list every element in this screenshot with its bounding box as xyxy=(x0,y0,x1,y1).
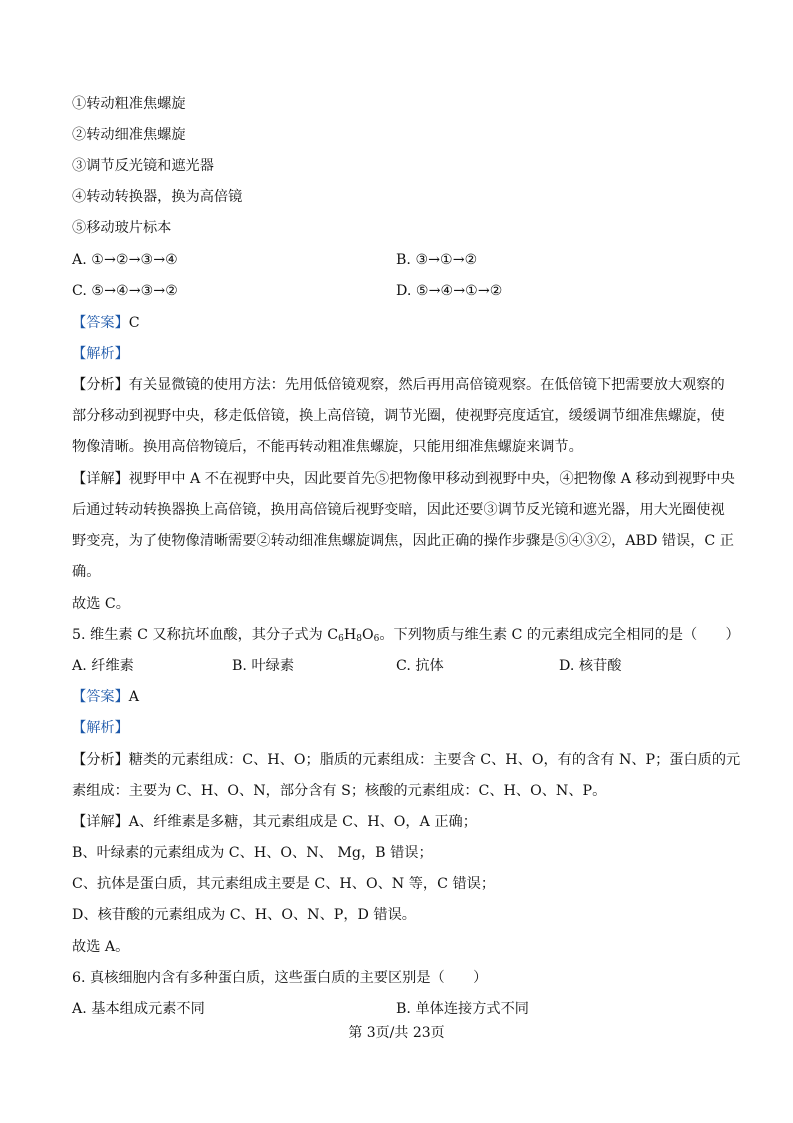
q4-option-c: C. ⑤→④→③→② xyxy=(72,283,178,299)
q5-option-d: D. 核苷酸 xyxy=(559,658,622,674)
q5-answer xyxy=(72,687,139,707)
q4-option-b: B. ③→①→② xyxy=(396,252,478,268)
q5-stem-after: 。下列物质与维生素 C 的元素组成完全相同的是（ ） xyxy=(379,627,740,643)
step-3: ③调节反光镜和遮光器 xyxy=(72,158,214,174)
q4-answer xyxy=(72,313,140,333)
xiangjie-text: 视野甲中 A 不在视野中央，因此要首先⑤把物像甲移动到视野中央，④把物像 A 移动到视野中央 xyxy=(128,471,735,487)
step-1: ①转动粗准焦螺旋 xyxy=(72,96,186,112)
q5-stem-before: 5. 维生素 C 又称抗坏血酸，其分子式为 C xyxy=(72,627,339,643)
page-footer: 第 3页/共 23页 xyxy=(348,1025,445,1041)
answer-tag: 【答案】 xyxy=(72,689,129,705)
q5-fenxi-line-2: 素组成：主要为 C、H、O、N，部分含有 S；核酸的元素组成：C、H、O、N、P。 xyxy=(72,783,607,799)
step-5: ⑤移动玻片标本 xyxy=(72,220,172,236)
step-2: ②转动细准焦螺旋 xyxy=(72,127,186,143)
fenxi-text: 有关显微镜的使用方法：先用低倍镜观察，然后再用高倍镜观察。在低倍镜下把需要放大观察的 xyxy=(128,377,725,393)
q4-analysis-heading xyxy=(72,344,129,364)
analysis-tag: 【解析】 xyxy=(72,346,129,362)
q4-xiangjie-line-3: 野变亮，为了使物像清晰需要②转动细准焦螺旋调焦，因此正确的操作步骤是⑤④③②，ABD 错误，C 正 xyxy=(72,533,734,549)
q5-conclusion: 故选 A。 xyxy=(72,939,130,955)
q5-analysis-heading xyxy=(72,718,129,738)
q5-fenxi-line-1 xyxy=(72,750,740,770)
q4-fenxi-line-1 xyxy=(72,375,725,395)
q5-option-b: B. 叶绿素 xyxy=(232,658,295,674)
q5-option-a: A. 纤维素 xyxy=(72,658,134,674)
formula-o-sub: 6 xyxy=(373,634,380,644)
q4-option-d: D. ⑤→④→①→② xyxy=(396,283,503,299)
fenxi-tag: 【分析】 xyxy=(72,752,129,768)
q4-xiangjie-line-2: 后通过转动转换器换上高倍镜，换用高倍镜后视野变暗，因此还要③调节反光镜和遮光器，用大光圈使视 xyxy=(72,502,725,518)
xiangjie-tag: 【详解】 xyxy=(72,471,129,487)
fenxi-tag: 【分析】 xyxy=(72,377,129,393)
q4-option-a: A. ①→②→③→④ xyxy=(72,252,178,268)
q5-stem xyxy=(72,625,740,645)
q5-xiangjie-line-2: B、叶绿素的元素组成为 C、H、O、N、 Mg，B 错误； xyxy=(72,845,433,861)
analysis-tag: 【解析】 xyxy=(72,720,129,736)
q6-stem: 6. 真核细胞内含有多种蛋白质，这些蛋白质的主要区别是（ ） xyxy=(72,970,488,986)
answer-value: C xyxy=(128,315,140,331)
fenxi-text: 糖类的元素组成：C、H、O；脂质的元素组成：主要含 C、H、O，有的含有 N、P；蛋白质的元 xyxy=(128,752,741,768)
answer-tag: 【答案】 xyxy=(72,315,129,331)
q5-option-c: C. 抗体 xyxy=(396,658,444,674)
q5-xiangjie-line-1 xyxy=(72,812,477,832)
q4-conclusion: 故选 C。 xyxy=(72,596,130,612)
formula-o: O xyxy=(361,627,374,643)
q4-fenxi-line-2: 部分移动到视野中央，移走低倍镜，换上高倍镜，调节光圈，使视野亮度适宜，缓缓调节细准焦螺旋，使 xyxy=(72,408,725,424)
formula-h-sub: 8 xyxy=(356,634,362,644)
formula-h: H xyxy=(343,627,357,643)
q6-option-a: A. 基本组成元素不同 xyxy=(72,1001,205,1017)
q4-xiangjie-line-1 xyxy=(72,469,735,489)
answer-value: A xyxy=(128,689,140,705)
formula-c-sub: 6 xyxy=(338,634,344,644)
xiangjie-tag: 【详解】 xyxy=(72,814,129,830)
q5-xiangjie-line-3: C、抗体是蛋白质，其元素组成主要是 C、H、O、N 等，C 错误； xyxy=(72,876,496,892)
q6-option-b: B. 单体连接方式不同 xyxy=(396,1001,529,1017)
xiangjie-text: A、纤维素是多糖，其元素组成是 C、H、O，A 正确； xyxy=(128,814,477,830)
step-4: ④转动转换器，换为高倍镜 xyxy=(72,189,243,205)
q4-xiangjie-line-4: 确。 xyxy=(72,564,101,580)
q4-fenxi-line-3: 物像清晰。换用高倍物镜后，不能再转动粗准焦螺旋，只能用细准焦螺旋来调节。 xyxy=(72,439,583,455)
q5-xiangjie-line-4: D、核苷酸的元素组成为 C、H、O、N、P，D 错误。 xyxy=(72,907,416,923)
